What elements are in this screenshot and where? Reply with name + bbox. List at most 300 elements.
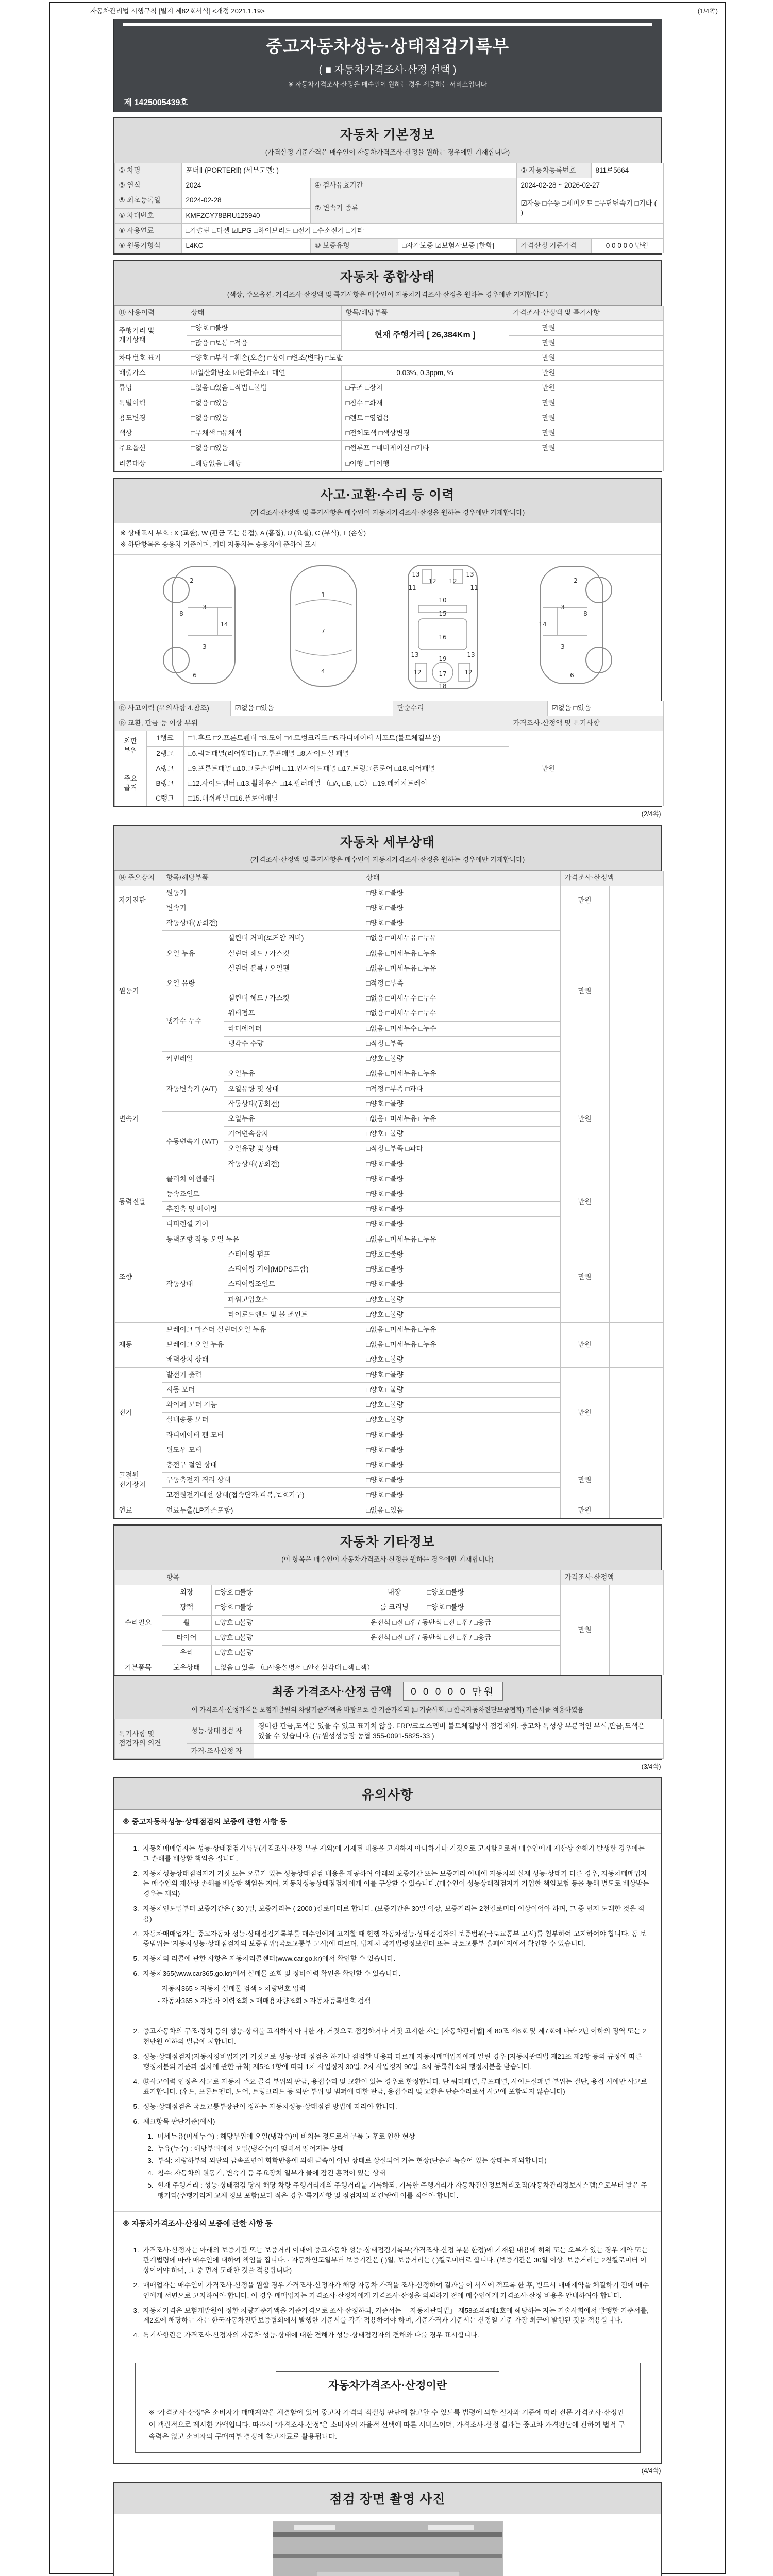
table-cell: 만원 (509, 366, 589, 381)
diagram-notes (114, 523, 661, 555)
table-cell: 만원 (509, 411, 589, 426)
table-cell: 브레이크 오일 누유 (162, 1337, 362, 1352)
checkbox-cell[interactable]: □양호 □불량 (362, 1488, 560, 1503)
cautions-header (114, 1778, 661, 1810)
wheel-icon (163, 577, 189, 603)
checkbox-cell[interactable]: □양호 □불량 (187, 320, 341, 335)
table-cell: 전기 (114, 1367, 162, 1458)
cautions-list-2 (114, 2016, 661, 2211)
checkbox-cell[interactable]: □적정 □부족 (362, 976, 560, 991)
checkbox-cell[interactable]: □양호 □불량 (362, 1292, 560, 1307)
regulation-text: 자동차관리법 시행규칙 [별지 제82호서식] <개정 2021.1.19> (90, 7, 265, 15)
diagram-part-number: 14 (220, 620, 228, 628)
checkbox-cell[interactable]: □해당없음 □해당 (187, 456, 341, 471)
document-number: 제 1425005439호 (124, 98, 188, 107)
table-cell: 만원 (560, 1367, 609, 1458)
table-cell: 추진축 및 베어링 (162, 1202, 362, 1217)
table-cell: 보유상태 (162, 1660, 211, 1675)
table-cell: 디퍼렌셜 기어 (162, 1217, 362, 1232)
checkbox-cell[interactable]: □없음 □있음 (187, 441, 341, 456)
table-cell: 자동변속기 (A/T) (162, 1066, 224, 1112)
photo-title: 점검 장면 촬영 사진 (329, 2492, 446, 2506)
diagram-part-number: 11 (408, 584, 416, 591)
basic-info-table (114, 163, 664, 253)
page-frame (49, 2, 726, 2574)
table-cell: 광택 (162, 1600, 211, 1615)
table-cell: 2024-02-28 ~ 2026-02-27 (516, 178, 663, 193)
detail-status-title: 자동차 세부상태 (340, 835, 435, 850)
table-cell: 0.03%, 0.3ppm, % (341, 366, 509, 381)
section-other-info (113, 1524, 662, 1760)
table-cell: 실린더 헤드 / 가스킷 (224, 991, 362, 1006)
car-side-right-outline (540, 566, 603, 684)
table-cell (589, 320, 663, 335)
page-topline (50, 3, 725, 16)
caution-item: 1. 자동차매매업자는 성능·상태점검기록부(가격조사·산정 부분 제외)에 기재된 내용을 고지하지 아니하거나 거짓으로 고지함으로써 매수인에게 재산상 손해가 발생한 경우에는 그 손해를 배상할 책임을 집니다. (133, 1844, 645, 1862)
checkbox-cell[interactable]: □양호 □불량 (211, 1600, 366, 1615)
table-cell (509, 456, 663, 471)
table-cell: ④ 검사유효기간 (310, 178, 516, 193)
table-cell: 연료 (114, 1503, 162, 1518)
photo-area (114, 2514, 661, 2576)
wheel-icon (586, 647, 612, 673)
diagram-part-number: 19 (439, 655, 447, 663)
checkbox-cell[interactable]: □없음 □있음 (362, 1503, 560, 1518)
table-cell: 만원 (509, 335, 589, 350)
table-cell: 현재 주행거리 [ 26,384Km ] (341, 320, 509, 350)
page-marker-3: (3/4쪽) (641, 1763, 661, 1771)
table-cell: 윈도우 모터 (162, 1443, 362, 1458)
diagram-part-number: 10 (439, 596, 447, 604)
table-cell: 작동상태(공회전) (224, 1157, 362, 1172)
checkbox-cell[interactable]: □양호 □불량 (211, 1630, 366, 1645)
checkbox-cell[interactable]: □썬루프 □네비게이션 □기타 (341, 441, 509, 456)
diagram-part-number: 13 (411, 651, 419, 658)
table-cell: 색상 (114, 426, 187, 441)
checkbox-cell[interactable]: □양호 □불량 (362, 1382, 560, 1397)
table-cell (609, 916, 663, 1066)
checkbox-cell[interactable]: □양호 □불량 (362, 1398, 560, 1413)
table-cell: 라디에이터 (224, 1021, 362, 1036)
table-cell: 만원 (509, 396, 589, 411)
diagram-part-number: 13 (412, 570, 420, 578)
checkbox-cell[interactable]: □구조 □장치 (341, 381, 509, 396)
page-marker-2: (2/4쪽) (641, 810, 661, 818)
table-cell: 경미한 판금,도색은 있을 수 있고 표기치 않음. FRP/크로스멤버 볼트체결방식 점검제외. 중고차 특성상 부분적인 부식,판금,도색은 있을 수 있습니다. (뉴원성성능장 농협 355-0091-5825-33 ) (254, 1719, 663, 1743)
table-cell: 파워고압호스 (224, 1292, 362, 1307)
diagram-part-number: 8 (179, 609, 183, 617)
caution-item: 5. 자동차의 리콜에 관한 사항은 자동차리콜센터(www.car.go.kr)에서 확인할 수 있습니다. (133, 1955, 396, 1963)
table-cell: 리콜대상 (114, 456, 187, 471)
checkbox-cell[interactable]: □가솔린 □디젤 ☑LPG □하이브리드 □전기 □수소전기 □기타 (181, 223, 663, 238)
diagram-part-number: 6 (193, 671, 197, 679)
table-cell (609, 1458, 663, 1503)
table-cell: 변속기 (162, 901, 362, 916)
checkbox-cell[interactable]: □적정 □부족 (362, 1036, 560, 1051)
table-cell: ⑩ 보증유형 (310, 239, 398, 253)
table-cell: 자기진단 (114, 886, 162, 916)
checkbox-cell[interactable]: □양호 □불량 (362, 1202, 560, 1217)
table-cell: 만원 (560, 1458, 609, 1503)
table-cell (609, 1323, 663, 1368)
checkbox-cell[interactable]: □양호 □불량 (362, 916, 560, 931)
table-cell: 커먼레일 (162, 1052, 362, 1066)
caution-item: 2. 중고자동차의 구조·장치 등의 성능·상태를 고지하지 아니한 자, 거짓으로 점검하거나 거짓 고지한 자는 [자동차관리법] 제 80조 제6호 및 제7호에 따라 2년 이하의 징역 또는 2천만원 이하의 벌금에 처합니다. (133, 2027, 646, 2046)
table-cell: 만원 (560, 1066, 609, 1172)
detail-status-table (114, 871, 664, 1518)
accident-history-row (114, 701, 664, 716)
checkbox-cell[interactable]: 운전석 □전 □후 / 동반석 □전 □후 / □응급 (366, 1630, 560, 1645)
other-info-title: 자동차 기타정보 (340, 1534, 435, 1549)
photo-header (114, 2483, 661, 2514)
table-cell: 차대번호 표기 (114, 350, 187, 365)
checkbox-cell[interactable]: □무채색 □유채색 (187, 426, 341, 441)
table-cell: 오일유량 및 상태 (224, 1142, 362, 1157)
table-cell: B랭크 (146, 776, 183, 791)
checkbox-cell[interactable]: □없음 □미세누유 □누유 (362, 961, 560, 976)
section-accident-history (113, 478, 662, 808)
table-cell: L4KC (181, 239, 310, 253)
caution-item: 6. 체크항목 판단기준(예시) (133, 2117, 215, 2125)
table-cell: 원동기 (162, 886, 362, 901)
overall-status-table (114, 306, 664, 471)
caution-item: 4. ⑫사고이력 인정은 사고로 자동차 주요 골격 부위의 판금, 용접수리 및 교환이 있는 경우로 한정합니다. 단 쿼터패널, 루프패널, 사이드실패널 부위는 절단, 용접 시에만 사고로 표기합니다. (후드, 프론트펜더, 도어, 트렁크리드 등 외판 부위 및 범퍼에 대한 판금, 용접수리 및 교환은 단순수리로서 사고에 포함되지 않습니다) (133, 2077, 647, 2096)
diagram-part-number: 7 (321, 627, 325, 635)
checkbox-cell[interactable]: □6.쿼터패널(리어휀다) □7.루프패널 □8.사이드실 패널 (183, 746, 509, 761)
table-cell: 만원 (560, 916, 609, 1066)
table-cell: 2024-02-28 (181, 193, 310, 208)
table-cell: 작동상태(공회전) (162, 916, 362, 931)
table-cell: 주요옵션 (114, 441, 187, 456)
checkbox-cell[interactable]: □15.대쉬패널 □16.플로어패널 (183, 791, 509, 806)
overall-status-subtitle: (색상, 주요옵션, 가격조사·산정액 및 특기사항은 매수인이 자동차가격조사·산정을 원하는 경우에만 기재합니다) (227, 291, 548, 299)
table-cell: 라디에이터 팬 모터 (162, 1428, 362, 1443)
checkbox-cell[interactable]: □없음 □있음 (187, 411, 341, 426)
price-survey-definition-text: ※ “가격조사·산정”은 소비자가 매매계약을 체결함에 있어 중고차 가격의 적절성 판단에 참고할 수 있도록 법령에 의한 절차와 기준에 따라 전문 가격조사·산정인이 객관적으로 제시한 가액입니다. 따라서 “가격조사·산정”은 소비자의 자율적 선택에 따른 서비스이며, 가격조사·산정 결과는 중고차 가격판단에 관하여 법적 구속력은 없고 소비자의 구매여부 결정에 참고자료로 활용됩니다. (148, 2408, 625, 2441)
checkbox-cell[interactable]: □적정 □부족 □과다 (362, 1142, 560, 1157)
checkbox-cell[interactable]: □양호 □불량 (362, 1277, 560, 1292)
table-cell: 유리 (162, 1645, 211, 1660)
table-cell: 항목/해당부품 (341, 306, 509, 320)
table-cell: 오일누유 (224, 1066, 362, 1081)
checkbox-cell[interactable]: 운전석 □전 □후 / 동반석 □전 □후 / □응급 (366, 1615, 560, 1630)
caution-subitem: - 자동차365 > 자동차 이력조회 > 매매용차량조회 > 자동차등록번호 검색 (157, 1996, 371, 2005)
diagram-part-number: 13 (466, 570, 474, 578)
checkbox-cell[interactable]: □양호 □불량 (362, 1443, 560, 1458)
checkbox-cell[interactable]: □없음 □ 있음 （□사용설명서 □안전삼각대 □잭 □잭） (211, 1660, 560, 1675)
table-cell: 타이로드엔드 및 볼 조인트 (224, 1307, 362, 1322)
table-cell: KMFZCY78BRU125940 (181, 208, 310, 223)
table-cell: 수리필요 (114, 1585, 162, 1660)
final-price-label: 최종 가격조사·산정 금액 (272, 1685, 392, 1699)
table-cell: 2024 (181, 178, 310, 193)
table-cell: 스티어링조인트 (224, 1277, 362, 1292)
checkbox-cell[interactable]: □적정 □부족 □과다 (362, 1081, 560, 1096)
checkbox-cell[interactable]: □없음 □미세누유 □누유 (362, 1111, 560, 1126)
caution-subitem: 5. 현재 주행거리 : 성능·상태점검 당시 해당 차량 주행거리계의 주행거리를 기록하되, 기록한 주행거리가 자동차전산정보처리조직(자동차관리정보시스템)으로부터 받은 주행거리(주행거리계 교체 정보 포함)보다 적은 경우 '특기사항 및 점검자의 의견'란에 이를 적어야 합니다. (147, 2181, 648, 2199)
cautions-subheading-2: ※ 자동차가격조사·산정의 보증에 관한 사항 등 (114, 2211, 661, 2235)
table-cell: 만원 (509, 350, 589, 365)
table-cell (589, 426, 663, 441)
table-cell: ⑦ 변속기 종류 (310, 193, 516, 223)
checkbox-cell[interactable]: □양호 □불량 (362, 1172, 560, 1187)
section-detail-status (113, 825, 662, 1519)
checkbox-cell[interactable]: □없음 □미세누유 □누유 (362, 1337, 560, 1352)
basic-info-title: 자동차 기본정보 (340, 128, 435, 142)
diagram-part-number: 2 (574, 577, 578, 584)
table-cell: ⑤ 최초등록일 (114, 193, 181, 208)
car-diagram (114, 555, 661, 701)
table-cell: 상태 (362, 871, 560, 886)
table-cell: 배력장치 상태 (162, 1352, 362, 1367)
table-cell: 만원 (509, 381, 589, 396)
table-cell (589, 366, 663, 381)
table-cell: 배출가스 (114, 366, 187, 381)
checkbox-cell[interactable]: □양호 □불량 (362, 1217, 560, 1232)
checkbox-cell[interactable]: □양호 □불량 (362, 1247, 560, 1262)
caution-subitem: 1. 미세누유(미세누수) : 해당부위에 오일(냉각수)이 비치는 정도로서 부품 노후로 인한 현상 (147, 2132, 415, 2140)
checkbox-cell[interactable]: □양호 □불량 (211, 1585, 366, 1600)
diagram-part-number: 3 (561, 603, 565, 611)
final-price-value: 0 0 0 0 0 만원 (403, 1682, 503, 1701)
checkbox-cell[interactable]: □없음 □있음 (187, 396, 341, 411)
table-cell: 1랭크 (146, 731, 183, 746)
diagram-part-number: 3 (203, 603, 207, 611)
checkbox-cell[interactable]: □양호 □불량 (423, 1585, 560, 1600)
checkbox-cell[interactable]: □양호 □불량 (362, 1473, 560, 1488)
checkbox-cell[interactable]: □양호 □불량 (362, 1262, 560, 1277)
diagram-part-number: 3 (561, 642, 565, 650)
checkbox-cell[interactable]: □양호 □불량 (362, 1307, 560, 1322)
diagram-part-number: 15 (439, 609, 447, 617)
checkbox-cell[interactable]: ☑없음 □있음 (547, 701, 663, 716)
table-cell: 오일누유 (224, 1111, 362, 1126)
table-cell: 항목/해당부품 (162, 871, 362, 886)
table-cell: 가격산정 기준가격 (516, 239, 591, 253)
truck-photo-illustration (273, 2522, 502, 2576)
diagram-part-number: 12 (464, 668, 473, 676)
table-cell: 항목 (162, 1570, 560, 1585)
table-cell: 튜닝 (114, 381, 187, 396)
checkbox-cell[interactable]: □양호 □불량 (362, 1096, 560, 1111)
diagram-part-number: 12 (428, 577, 436, 585)
table-cell (589, 396, 663, 411)
caution-item: 2. 매매업자는 매수인이 가격조사·산정을 원할 경우 가격조사·산정자가 해당 자동차 가격을 조사·산정하여 결과를 이 서식에 적도록 한 후, 반드시 매매계약을 체결하기 전에 매수인에게 서면으로 고지하여야 합니다. 이 경우 매매업자는 가격조사·산정자에게 가격조사·산정을 의뢰하기 전에 매수인에게 가격조사·산정 비용을 안내하여야 합니다. (133, 2281, 649, 2299)
table-cell: 등속죠인트 (162, 1187, 362, 1202)
caution-subitem: 4. 침수: 자동차의 원동기, 변속기 등 주요장치 일부가 물에 잠긴 흔적이 있는 상태 (147, 2169, 386, 2177)
table-cell: 원동기 (114, 916, 162, 1066)
table-cell: ⑫ 사고이력 (유의사항 4.참조) (114, 701, 230, 716)
section-inspection-photo (113, 2482, 662, 2576)
table-cell: ⑪ 사용이력 (114, 306, 187, 320)
diagram-part-number: 13 (467, 651, 475, 658)
diagram-part-number: 12 (413, 668, 422, 676)
checkbox-cell[interactable]: □9.프론트패널 □10.크로스멤버 □11.인사이드패널 □17.트렁크플로어 □18.리어패널 (183, 761, 509, 776)
title-bar (113, 19, 662, 112)
basic-info-subtitle: (가격산정 기준가격은 매수인이 자동차가격조사·산정을 원하는 경우에만 기재합니다) (265, 148, 510, 156)
table-cell: 만원 (509, 441, 589, 456)
diagram-part-number: 8 (583, 609, 587, 617)
table-cell: 단순수리 (393, 701, 547, 716)
table-cell: 만원 (509, 731, 589, 806)
table-cell: 고전원 전기장치 (114, 1458, 162, 1503)
table-cell: 발전기 출력 (162, 1367, 362, 1382)
table-cell: 휠 (162, 1615, 211, 1630)
car-diagram-svg (140, 558, 635, 693)
overall-status-header (114, 261, 661, 306)
table-cell: 타이어 (162, 1630, 211, 1645)
detail-status-header (114, 826, 661, 871)
cautions-subheading-1: ※ 중고자동차성능·상태점검의 보증에 관한 사항 등 (114, 1810, 661, 1834)
checkbox-cell[interactable]: □양호 □불량 (362, 1127, 560, 1142)
table-cell: 상태 (187, 306, 341, 320)
checkbox-cell[interactable]: □이행 □미이행 (341, 456, 509, 471)
checkbox-cell[interactable]: □양호 □불량 (362, 1352, 560, 1367)
diagram-part-number: 18 (439, 682, 447, 690)
overall-status-title: 자동차 종합상태 (340, 270, 435, 285)
checkbox-cell[interactable]: □많음 □보통 □적음 (187, 335, 341, 350)
checkbox-cell[interactable]: □없음 □미세누수 □누수 (362, 1021, 560, 1036)
table-cell: 오일 누유 (162, 931, 224, 976)
checkbox-cell[interactable]: □없음 □미세누유 □누유 (362, 1066, 560, 1081)
table-cell: 특별이력 (114, 396, 187, 411)
checkbox-cell[interactable]: □양호 □불량 (211, 1645, 560, 1660)
caution-item: 4. 자동차매매업자는 중고자동차 성능·상태점검기록부를 매수인에게 고지할 때 현행 자동차성능·상태점검자의 보증범위(국토교통부 고시)를 첨부하여 고지하여야 합니다. 동 보증범위는 '자동차성능·상태점검자의 보증범위'(국토교통부 고시)에 따르며, 법제처 국가법령정보센터 또는 국토교통부 홈페이지에서 확인할 수 있습니다. (133, 1929, 647, 1948)
checkbox-cell[interactable]: □양호 □불량 (362, 901, 560, 916)
table-cell: 기어변속장치 (224, 1127, 362, 1142)
checkbox-cell[interactable]: □양호 □불량 (362, 1428, 560, 1443)
table-cell: 만원 (560, 1232, 609, 1322)
table-cell: ② 자동차등록번호 (516, 163, 591, 178)
checkbox-cell[interactable]: □양호 □불량 (362, 1052, 560, 1066)
diagram-part-number: 14 (539, 620, 547, 628)
final-price-note: 이 가격조사·산정가격은 보험개발원의 차량기준가액을 바탕으로 한 기준가격과 (□ 기술사회, □ 한국자동차진단보증협회) 기준서를 적용하였음 (191, 1706, 584, 1714)
diagram-note-basis: ※ 하단항목은 승용차 기준이며, 기타 자동차는 승용차에 준하여 표시 (120, 540, 317, 548)
table-cell: A랭크 (146, 761, 183, 776)
caution-item: 3. 자동차인도일부터 보증기간은 ( 30 )일, 보증거리는 ( 2000 )킬로미터로 합니다. (보증기간은 30일 이상, 보증거리는 2천킬로미터 이상이어야 하며, 그 중 먼저 도래한 것을 적용) (133, 1905, 645, 1923)
table-cell: 만원 (560, 1172, 609, 1232)
diagram-part-number: 11 (470, 584, 478, 591)
table-cell: 오일유량 및 상태 (224, 1081, 362, 1096)
table-cell (609, 1172, 663, 1232)
page-title: 중고자동차성능·상태점검기록부 (265, 37, 510, 56)
caution-item: 3. 자동차가격은 보험개발원이 정한 차량기준가액을 기준가격으로 조사·산정하되, 기준서는 「자동차관리법」 제58조의4제1호에 해당하는 자는 기술사회에서 발행한 기준서를, 제2호에 해당하는 자는 한국자동차진단보증협회에서 발행한 기준서를 각각 적용하여야 하며, 기준가격과 기준서는 산정일 기준 가장 최근에 발행된 것을 적용합니다. (133, 2306, 649, 2325)
cautions-list-1 (114, 1834, 661, 2016)
accident-title: 사고·교환·수리 등 이력 (320, 487, 455, 502)
checkbox-cell[interactable]: □자가보증 ☑보험사보증 [한화] (398, 239, 516, 253)
checkbox-cell[interactable]: □없음 □미세누유 □누유 (362, 946, 560, 961)
checkbox-cell[interactable]: □없음 □미세누수 □누수 (362, 991, 560, 1006)
table-cell: 제동 (114, 1323, 162, 1368)
checkbox-cell[interactable]: □없음 □미세누유 □누유 (362, 1323, 560, 1337)
caution-subitem: - 자동차365 > 자동차 실매물 검색 > 차량번호 입력 (157, 1984, 306, 1992)
checkbox-cell[interactable]: □1.후드 □2.프론트휀더 □3.도어 □4.트렁크리드 □5.라디에이터 서포트(볼트체결부품) (183, 731, 509, 746)
table-cell: 0 0 0 0 0 만원 (591, 239, 663, 253)
table-cell: ⑨ 원동기형식 (114, 239, 181, 253)
table-cell (609, 886, 663, 916)
diagram-part-number: 12 (449, 577, 457, 585)
checkbox-cell[interactable]: □양호 □불량 (362, 1458, 560, 1472)
table-cell (114, 1570, 162, 1585)
checkbox-cell[interactable]: □양호 □불량 (362, 1367, 560, 1382)
checkbox-cell[interactable]: □양호 □불량 (362, 1413, 560, 1428)
checkbox-cell[interactable]: □없음 □미세누유 □누유 (362, 931, 560, 946)
table-cell: ⑬ 교환, 판금 등 이상 부위 (114, 716, 509, 731)
checkbox-cell[interactable]: □양호 □불량 (211, 1615, 366, 1630)
table-cell: 만원 (560, 1503, 609, 1518)
table-cell: 작동상태(공회전) (224, 1096, 362, 1111)
checkbox-cell[interactable]: ☑없음 □있음 (230, 701, 393, 716)
table-cell: ⑥ 차대번호 (114, 208, 181, 223)
table-cell (254, 1743, 663, 1758)
table-cell: 워터펌프 (224, 1006, 362, 1021)
table-cell: 성능·상태점검 자 (187, 1719, 254, 1743)
table-cell: 외판 부위 (114, 731, 146, 761)
checkbox-cell[interactable]: □양호 □불량 (362, 886, 560, 901)
table-cell: 스티어링 펌프 (224, 1247, 362, 1262)
checkbox-cell[interactable]: □12.사이드멤버 □13.휠하우스 □14.필러패널 （□A, □B, □C） □19.페키지트레이 (183, 776, 509, 791)
table-cell (609, 1367, 663, 1458)
checkbox-cell[interactable]: □없음 □미세누유 □누유 (362, 1232, 560, 1247)
checkbox-cell[interactable]: □양호 □불량 (423, 1600, 560, 1615)
wheel-icon (586, 577, 612, 603)
checkbox-cell[interactable]: □침수 □화재 (341, 396, 509, 411)
page-subtitle: ( ■ 자동차가격조사·산정 선택 ) (318, 64, 457, 76)
table-cell: 주요 골격 (114, 761, 146, 806)
caution-item: 2. 자동차성능상태점검자가 거짓 또는 오류가 있는 성능상태점검 내용을 제공하여 아래의 보증기간 또는 보증거리 이내에 자동차의 실제 성능·상태가 다른 경우, 자동차매매업자는 매수인의 재산상 손해를 배상할 책임을 지며, 자동차성능상태점검자에게 이를 구상할 수 있습니다.(매수인이 성능상태점검자가 가입한 책임보험 등을 통해 별도로 배상받는 경우는 제외) (133, 1869, 649, 1898)
caution-item: 1. 가격조사·산정자는 아래의 보증기간 또는 보증거리 이내에 중고자동차 성능·상태점검기록부(가격조사·산정 부분 한정)에 기재된 내용에 허위 또는 오류가 있는 경우 계약 또는 관계법령에 따라 매수인에 대하여 책임을 집니다. · 자동차인도일부터 보증기간은 ( )일, 보증거리는 ( )킬로미터로 합니다. (보증기간은 30일 이상, 보증거리는 2천킬로미터 이상이어야 하며, 그 중 먼저 도래한 것을 적용합니다) (133, 2246, 648, 2275)
checkbox-cell[interactable]: □양호 □부식 □훼손(오손) □상이 □변조(변타) □도말 (187, 350, 509, 365)
special-notes-table (114, 1719, 664, 1759)
checkbox-cell[interactable]: □없음 □미세누수 □누수 (362, 1006, 560, 1021)
caution-item: 4. 특기사항란은 가격조사·산정자의 자동차 성능·상태에 대한 견해가 성능·상태점검자의 견해와 다를 경우 표시합니다. (133, 2331, 479, 2340)
checkbox-cell[interactable]: □양호 □불량 (362, 1157, 560, 1172)
caution-item: 6. 자동차365(www.car365.go.kr)에서 실매물 조회 및 정비이력 확인을 확인할 수 있습니다. (133, 1970, 401, 1977)
diagram-part-number: 3 (203, 642, 207, 650)
checkbox-cell[interactable]: □전체도색 □색상변경 (341, 426, 509, 441)
title-divider (123, 23, 652, 26)
table-cell: 포터Ⅱ (PORTERⅡ) (세부모델: ) (181, 163, 516, 178)
checkbox-cell[interactable]: ☑자동 □수동 □세미오토 □무단변속기 □기타 ( ) (516, 193, 663, 223)
table-cell: 가격조사·산정액 및 특기사항 (509, 306, 663, 320)
table-cell: 실린더 커버(로커암 커버) (224, 931, 362, 946)
cautions-title: 유의사항 (361, 1788, 414, 1803)
table-cell (589, 731, 663, 806)
price-survey-definition-title: 자동차가격조사·산정이란 (276, 2371, 499, 2398)
table-cell: 가격조사·산정액 및 특기사항 (509, 716, 663, 731)
table-cell: ① 차명 (114, 163, 181, 178)
checkbox-cell[interactable]: ☑일산화탄소 ☑탄화수소 □매연 (187, 366, 341, 381)
table-cell: 특기사항 및 점검자의 의견 (114, 1719, 187, 1758)
final-price-bar (114, 1675, 661, 1719)
wheel-icon (163, 647, 189, 673)
accident-subtitle: (가격조사·산정액 및 특기사항은 매수인이 자동차가격조사·산정을 원하는 경우에만 기재합니다) (250, 508, 525, 516)
checkbox-cell[interactable]: □렌트 □영업용 (341, 411, 509, 426)
checkbox-cell[interactable]: □양호 □불량 (362, 1187, 560, 1202)
section-basic-info (113, 117, 662, 255)
service-note: ※ 자동차가격조사·산정은 매수인이 원하는 경우 제공하는 서비스입니다 (288, 81, 487, 88)
price-survey-definition-box (135, 2363, 641, 2453)
table-cell: 만원 (509, 320, 589, 335)
checkbox-cell[interactable]: □없음 □있음 □적법 □불법 (187, 381, 341, 396)
table-cell: 조향 (114, 1232, 162, 1322)
inspection-photo (273, 2521, 503, 2576)
table-cell: 냉각수 누수 (162, 991, 224, 1052)
table-cell (609, 1066, 663, 1172)
table-cell: ③ 연식 (114, 178, 181, 193)
caution-item: 5. 성능·상태점검은 국토교통부장관이 정하는 자동차성능·상태점검 방법에 따라야 합니다. (133, 2103, 397, 2111)
other-info-header (114, 1526, 661, 1570)
